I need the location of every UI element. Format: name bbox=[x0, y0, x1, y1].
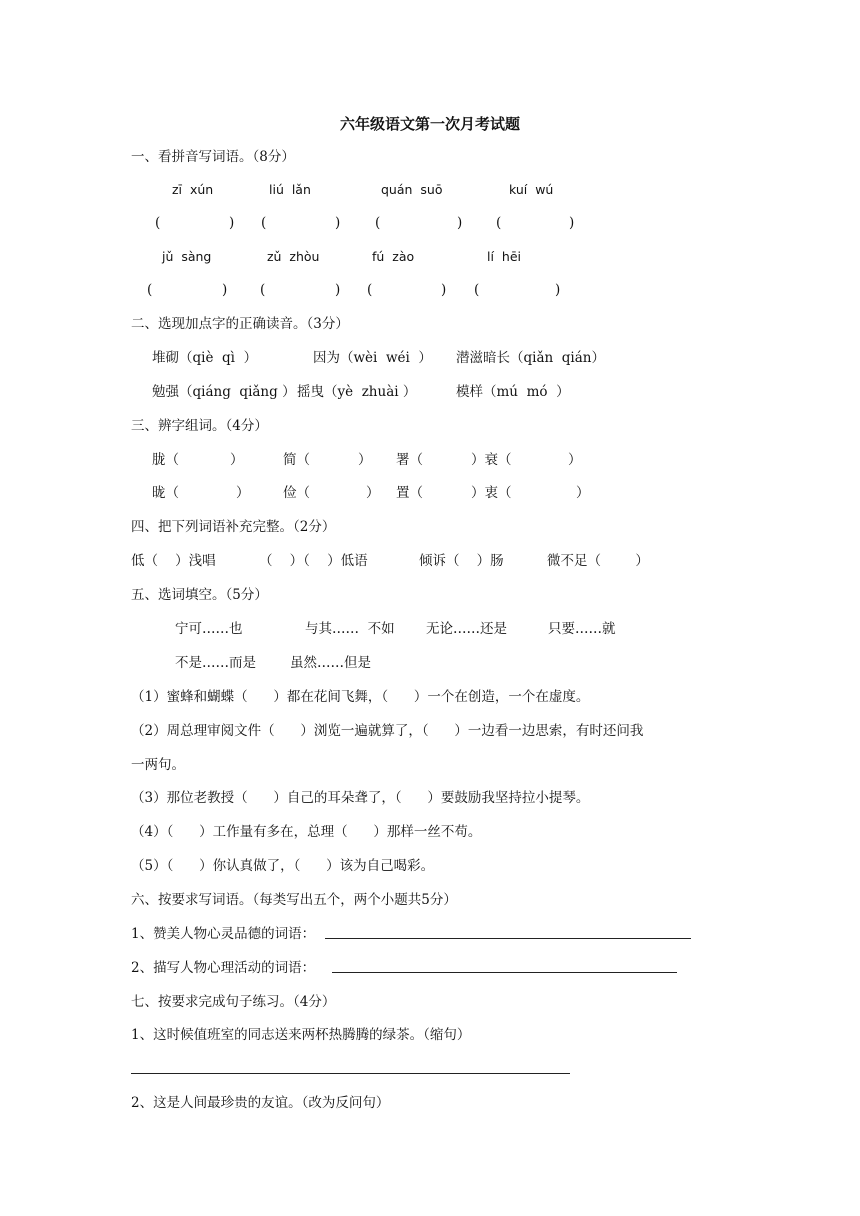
phrase-item: 倾诉（ ）肠 bbox=[419, 553, 504, 569]
section-3-heading: 三、辨字组词。（4分） bbox=[131, 418, 268, 434]
question-line: （4）（ ）工作量有多在，总理（ ）那样一丝不苟。 bbox=[131, 824, 482, 840]
question-line: 2、这是人间最珍贵的友谊。（改为反问句） bbox=[131, 1095, 390, 1111]
answer-line bbox=[131, 1073, 570, 1074]
char-item: ）衰（ bbox=[471, 452, 512, 468]
question-line: （2）周总理审阅文件（ ）浏览一遍就算了，（ ）一边看一边思索，有时还问我 bbox=[131, 723, 644, 739]
char-item: ）衷（ bbox=[471, 485, 512, 501]
reading-item: 堆砌（qiè qì ） bbox=[152, 350, 258, 366]
pinyin-item: zī xún bbox=[172, 182, 214, 197]
pinyin-item: fú zào bbox=[372, 249, 415, 264]
blank-close: ) bbox=[335, 215, 341, 231]
question-line: （1）蜜蜂和蝴蝶（ ）都在花间飞舞，（ ）一个在创造，一个在虚度。 bbox=[131, 689, 590, 705]
char-item: ） bbox=[230, 452, 244, 468]
phrase-item: 微不足（ ） bbox=[547, 553, 649, 569]
question-line: 2、描写人物心理活动的词语： bbox=[131, 960, 316, 976]
blank-close: ) bbox=[457, 215, 463, 231]
question-line: （3）那位老教授（ ）自己的耳朵聋了，（ ）要鼓励我坚持拉小提琴。 bbox=[131, 790, 590, 806]
word-option: 宁可……也 bbox=[175, 621, 243, 637]
blank-open: ( bbox=[260, 282, 266, 298]
blank-close: ) bbox=[222, 282, 228, 298]
question-line: （5）（ ）你认真做了，（ ）该为自己喝彩。 bbox=[131, 858, 435, 874]
char-item: 署（ bbox=[396, 452, 423, 468]
char-item: 置（ bbox=[396, 485, 423, 501]
blank-close: ) bbox=[229, 215, 235, 231]
section-7-heading: 七、按要求完成句子练习。（4分） bbox=[131, 994, 336, 1010]
blank-close: ) bbox=[555, 282, 561, 298]
blank-open: ( bbox=[375, 215, 381, 231]
reading-item: 摇曳（yè zhuài ） bbox=[297, 384, 417, 400]
word-option: 无论……还是 bbox=[426, 621, 507, 637]
char-item: 胧（ bbox=[152, 452, 179, 468]
blank-close: ) bbox=[335, 282, 341, 298]
blank-open: ( bbox=[147, 282, 153, 298]
blank-open: ( bbox=[367, 282, 373, 298]
reading-item: 潜滋暗长（qiǎn qián） bbox=[456, 350, 605, 366]
word-option: 与其…… 不如 bbox=[305, 621, 395, 637]
char-item: ） bbox=[358, 452, 372, 468]
word-option: 只要……就 bbox=[548, 621, 616, 637]
word-option: 虽然……但是 bbox=[290, 655, 371, 671]
reading-item: 勉强（qiáng qiǎng ） bbox=[152, 384, 296, 400]
pinyin-item: quán suō bbox=[381, 182, 443, 197]
pinyin-item: liú lǎn bbox=[269, 182, 311, 197]
exam-title: 六年级语文第一次月考试题 bbox=[339, 115, 520, 133]
answer-line bbox=[332, 972, 677, 973]
char-item: ） bbox=[366, 485, 380, 501]
phrase-item: （ ）（ ）低语 bbox=[259, 553, 368, 569]
blank-open: ( bbox=[474, 282, 480, 298]
blank-open: ( bbox=[496, 215, 502, 231]
section-6-heading: 六、按要求写词语。（每类写出五个，两个小题共5分） bbox=[131, 892, 457, 908]
blank-open: ( bbox=[261, 215, 267, 231]
blank-open: ( bbox=[155, 215, 161, 231]
section-2-heading: 二、选现加点字的正确读音。（3分） bbox=[131, 316, 349, 332]
char-item: 俭（ bbox=[283, 485, 310, 501]
phrase-item: 低（ ）浅唱 bbox=[131, 553, 216, 569]
section-1-heading: 一、看拼音写词语。（8分） bbox=[131, 149, 295, 165]
char-item: ） bbox=[236, 485, 250, 501]
blank-close: ) bbox=[569, 215, 575, 231]
char-item: ） bbox=[576, 485, 590, 501]
pinyin-item: kuí wú bbox=[509, 182, 554, 197]
char-item: 昽（ bbox=[152, 485, 179, 501]
section-4-heading: 四、把下列词语补充完整。（2分） bbox=[131, 519, 336, 535]
char-item: 简（ bbox=[283, 452, 310, 468]
question-line: 1、这时候值班室的同志送来两杯热腾腾的绿茶。（缩句） bbox=[131, 1027, 471, 1043]
word-option: 不是……而是 bbox=[175, 655, 256, 671]
pinyin-item: zǔ zhòu bbox=[267, 249, 320, 264]
answer-line bbox=[325, 938, 691, 939]
pinyin-item: lí hēi bbox=[487, 249, 521, 264]
question-line: 1、赞美人物心灵品德的词语： bbox=[131, 926, 316, 942]
reading-item: 因为（wèi wéi ） bbox=[313, 350, 432, 366]
blank-close: ) bbox=[441, 282, 447, 298]
question-line: 一两句。 bbox=[131, 757, 185, 773]
char-item: ） bbox=[568, 452, 582, 468]
section-5-heading: 五、选词填空。（5分） bbox=[131, 587, 268, 603]
pinyin-item: jǔ sàng bbox=[162, 249, 212, 264]
reading-item: 模样（mú mó ） bbox=[456, 384, 570, 400]
